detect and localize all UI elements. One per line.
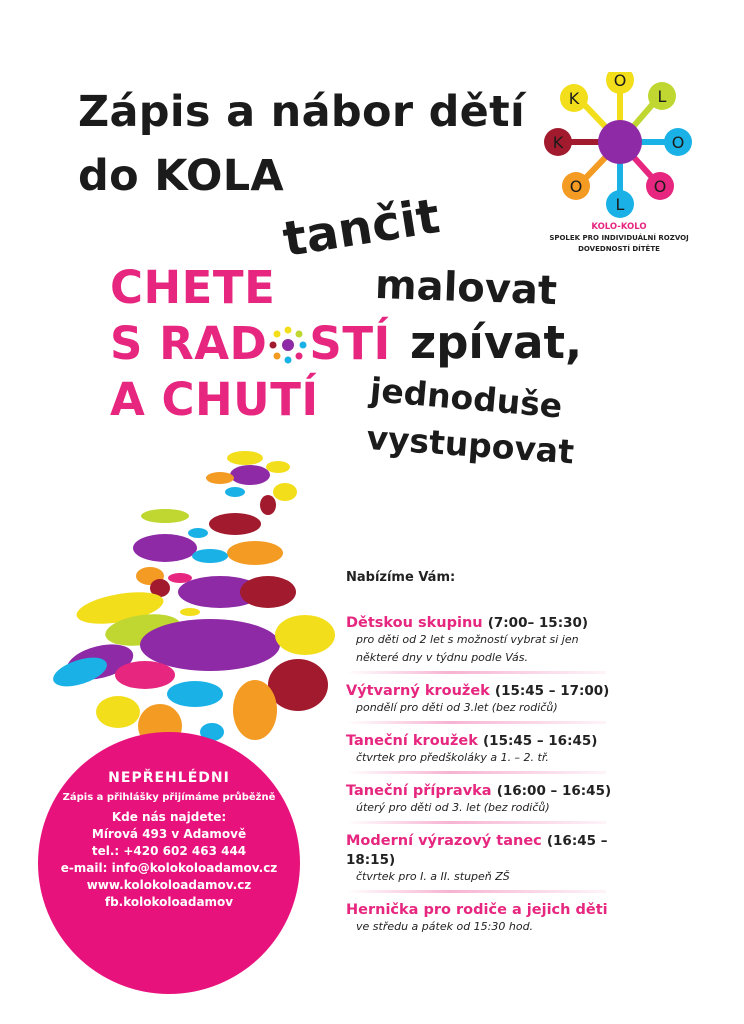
- tagline-line-1: CHETE: [110, 261, 276, 314]
- offer-item: [346, 612, 636, 667]
- offer-desc: pondělí pro děti od 3.let (bez rodičů): [356, 701, 558, 714]
- offer-desc: některé dny v týdnu podle Vás.: [356, 651, 528, 664]
- divider: [346, 721, 606, 724]
- contact-label: Kde nás najdete:: [111, 810, 227, 824]
- offer-item: [346, 830, 636, 886]
- verb-paint: malovat: [374, 261, 558, 315]
- logo-letter: O: [569, 177, 583, 196]
- divider: [346, 821, 606, 824]
- contact-email[interactable]: e-mail: info@kolokoloadamov.cz: [60, 861, 278, 875]
- divider: [346, 771, 606, 774]
- offer-time: (15:45 – 16:45): [483, 733, 598, 749]
- title-line-1: Zápis a nábor dětí: [78, 87, 526, 137]
- offer-name: Taneční přípravka: [346, 783, 492, 799]
- flower-o-icon: [268, 325, 308, 365]
- logo-subtitle-1: SPOLEK PRO INDIVIDUÁLNÍ ROZVOJ: [549, 234, 689, 242]
- offer-heading: Nabízíme Vám:: [346, 570, 456, 585]
- verb-simply: jednoduše: [368, 370, 564, 426]
- divider: [346, 890, 606, 893]
- verb-perform: vystupovat: [365, 418, 576, 472]
- offer-time: (16:45 –18:15): [346, 833, 608, 868]
- offer-desc: úterý pro děti od 3. let (bez rodičů): [356, 801, 550, 814]
- logo-brand: KOLO-KOLO: [591, 222, 647, 232]
- title-line-2: do KOLA: [78, 151, 285, 201]
- offer-desc: čtvrtek pro předškoláky a 1. – 2. tř.: [356, 751, 549, 764]
- tagline-line-3: A CHUTÍ: [110, 373, 319, 426]
- logo-caption: [530, 222, 708, 255]
- verb-sing: zpívat,: [410, 316, 583, 369]
- tagline-part: STÍ: [309, 317, 391, 370]
- offer-item: [346, 730, 636, 767]
- contact-facebook[interactable]: fb.kolokoloadamov: [104, 895, 234, 909]
- tagline-part: S RAD: [110, 317, 268, 370]
- logo-letter: K: [568, 89, 580, 108]
- page-title: [78, 80, 525, 208]
- offer-time: (16:00 – 16:45): [496, 783, 612, 799]
- logo-letter: K: [552, 133, 564, 152]
- offer-name: Taneční kroužek: [346, 733, 478, 749]
- logo-letter: O: [671, 133, 685, 152]
- offer-desc: ve středu a pátek od 15:30 hod.: [356, 920, 534, 933]
- offer-item: [346, 680, 636, 717]
- offer-name: Hernička pro rodiče a jejich děti: [346, 902, 608, 918]
- decorative-shapes: [40, 440, 340, 770]
- contact-heading: NEPŘEHLÉDNI: [108, 770, 230, 786]
- logo-letter: O: [653, 177, 667, 196]
- offer-item: [346, 899, 636, 936]
- offer-desc: čtvrtek pro I. a II. stupeň ZŠ: [356, 870, 510, 883]
- logo-letter: L: [657, 87, 667, 106]
- logo-letter: O: [613, 72, 627, 90]
- tagline-line-2: [110, 316, 391, 372]
- contact-address: Mírová 493 v Adamově: [91, 827, 247, 841]
- offer-list: [346, 612, 636, 936]
- contact-phone[interactable]: tel.: +420 602 463 444: [91, 844, 247, 858]
- offer-name: Výtvarný kroužek: [346, 683, 490, 699]
- contact-info: [48, 770, 290, 911]
- offer-time: (7:00– 15:30): [487, 615, 589, 631]
- tagline: [110, 260, 391, 428]
- divider: [346, 671, 606, 674]
- contact-website[interactable]: www.kolokoloadamov.cz: [86, 878, 252, 892]
- logo-subtitle-2: DOVEDNOSTÍ DÍTĚTE: [578, 245, 660, 253]
- verb-dance: tančit: [279, 188, 444, 268]
- contact-note: Zápis a přihlášky přijímáme průběžně: [62, 792, 276, 803]
- offer-item: [346, 780, 636, 817]
- logo-letter: L: [615, 195, 625, 214]
- offer-name: Moderní výrazový tanec: [346, 833, 542, 849]
- offer-name: Dětskou skupinu: [346, 615, 483, 631]
- offer-desc: pro děti od 2 let s možností vybrat si jen: [356, 633, 579, 646]
- offer-time: (15:45 – 17:00): [494, 683, 610, 699]
